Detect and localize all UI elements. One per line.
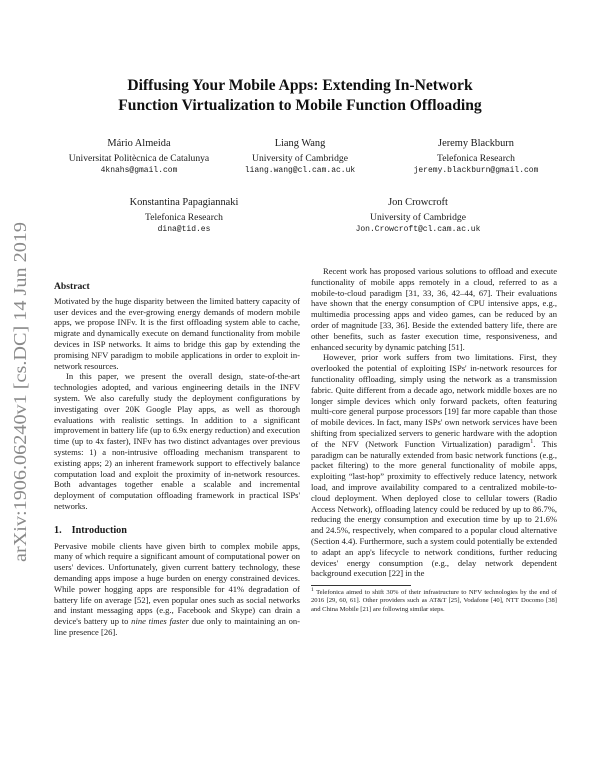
author-blackburn	[386, 138, 566, 177]
author-papagiannaki	[102, 197, 266, 236]
author-wang	[222, 138, 378, 177]
intro-text-a: Pervasive mobile clients have given birth to complex mobile apps, many of which require a significant amount of computational power on users' devices. Unfortunately, given current battery technology, these demanding apps impose a huge burden on energy constrained devices. While power hogging apps are responsible for 41% degradation of battery life on average [52], even popular ones such as social networks and instant messaging apps (e.g., Facebook and Skype) can drain a device's battery up to	[54, 540, 300, 627]
title-line-2: Function Virtualization to Mobile Function Offloading	[118, 97, 482, 114]
author-email[interactable]: dina@tid.es	[157, 225, 211, 234]
body-text-a: However, prior work suffers from two limitations. First, they overlooked the potential of exploiting ISPs' in-network resources for functionality offloading, simply using the network as a transmission fabric. Quite different from a decade ago, network middle boxes are no longer simple devices which only forward packets, often featuring multi-core general purpose processors [19] far more capable than those of mobile devices. In fact, many ISPs' own network services have been shifting from specialized servers to generic hardware with the adoption of the NFV (Network Function Virtualization) paradigm	[311, 352, 557, 449]
body-paragraph-1: Recent work has proposed various solutions to offload and execute functionality of mobile apps remotely in a cloud, referred to as a mobile-to-cloud paradigm [31, 33, 36, 42–44, 67]. Their evaluations have shown that the energy consumption of CPU intensive apps, e.g., multimedia processing apps and video games, can be reduced by an order of magnitude [33, 36]. Beside the extended battery life, there are other benefits, such as faster execution time, responsiveness, and enhanced security by dynamic patching [51].	[311, 266, 557, 352]
author-affiliation: Universitat Politècnica de Catalunya	[68, 153, 210, 164]
author-affiliation: University of Cambridge	[252, 153, 348, 164]
author-name: Mário Almeida	[107, 138, 171, 149]
author-name: Jon Crowcroft	[388, 197, 448, 208]
introduction-paragraph-1	[54, 541, 300, 638]
author-email[interactable]: jeremy.blackburn@gmail.com	[413, 166, 539, 175]
author-almeida	[52, 138, 226, 177]
author-email[interactable]: liang.wang@cl.cam.ac.uk	[244, 166, 356, 175]
author-name: Jeremy Blackburn	[438, 138, 514, 149]
intro-text-b: due only to maintaining an on-line presence [26].	[54, 616, 301, 637]
intro-text-emphasis: nine times faster	[131, 616, 189, 627]
author-affiliation: Telefonica Research	[145, 212, 223, 223]
author-email[interactable]: Jon.Crowcroft@cl.cam.ac.uk	[355, 225, 481, 234]
body-text-b: . This paradigm can be naturally extended from basic network functions (e.g., packet filtering) to the more general functionality of mobile apps, exploiting “last-hop” proximity to effectively reduce latency, network load, and improve availability compared to a centralized mobile-to-cloud deployment. When deployed close to cellular towers (Radio Access Network), offloading latency could be reduced by up to 86.7%, reducing the energy consumption and execution time by up to 21.6% and 24.5%, respectively, when compared to a popular cloud alternative (Section 4.4). Furthermore, such a system could potentially be extended to adapt an app's lifecycle to network conditions, further reducing devices' energy consumption (e.g., delay network dependent background execution [22] in the	[311, 438, 557, 579]
section-number: 1.	[54, 524, 62, 536]
arxiv-stamp	[2, 210, 36, 570]
title-line-1: Diffusing Your Mobile Apps: Extending In-Network	[127, 77, 473, 94]
author-name: Konstantina Papagiannaki	[129, 197, 239, 208]
arxiv-stamp-text: arXiv:1906.06240v1 [cs.DC] 14 Jun 2019	[10, 267, 30, 562]
body-paragraph-2	[311, 352, 557, 579]
footnote	[311, 586, 558, 614]
author-affiliation: University of Cambridge	[370, 212, 466, 223]
footnote-rule	[311, 585, 411, 586]
footnote-text: Telefonica aimed to shift 30% of their infrastructure to NFV technologies by the end of 2016 [29, 60, 61]. Other providers such as AT&T [25], Vodafone [40], NTT Docomo [38] and China Mobile [21] are following similar steps.	[311, 589, 558, 613]
section-title: Introduction	[71, 524, 127, 536]
paper-title	[60, 76, 540, 116]
author-name: Liang Wang	[274, 138, 326, 149]
abstract-paragraph-2: In this paper, we present the overall design, state-of-the-art technologies adopted, and various engineering details in the INFV system. We also carefully study the deployment configurations by investigating over 20K Google Play apps, as well as thorough evaluations with realistic settings. In addition to a significant improvement in battery life (up to 6.9x energy reduction) and execution time (up to 4x faster), INFv has two distinct advantages over previous systems: 1) a non-intrusive offloading mechanism transparent to existing apps; 2) an inherent framework support to effectively balance computation load and exploit the proximity of in-network resources. Both advantages together enable a scalable and incremental deployment of computation offloading framework in practical ISPs' networks.	[54, 371, 300, 511]
abstract-paragraph-1: Motivated by the huge disparity between the limited battery capacity of user devices and the ever-growing energy demands of modern mobile apps, we propose INFv. It is the first offloading system able to cache, migrate and dynamically execute on demand functionality from mobile devices in ISP networks. It aims to bridge this gap by extending the promising NFV paradigm to mobile applications in order to exploit in-network resources.	[54, 295, 300, 371]
left-column	[54, 282, 300, 638]
author-affiliation: Telefonica Research	[437, 153, 515, 164]
right-column	[311, 266, 557, 614]
author-email[interactable]: 4knahs@gmail.com	[100, 166, 178, 175]
footnote-ref[interactable]: 1	[530, 438, 534, 445]
abstract-heading: Abstract	[54, 281, 90, 292]
author-crowcroft	[336, 197, 500, 236]
footnote-mark: 1	[311, 586, 314, 593]
section-heading-introduction	[54, 526, 300, 537]
